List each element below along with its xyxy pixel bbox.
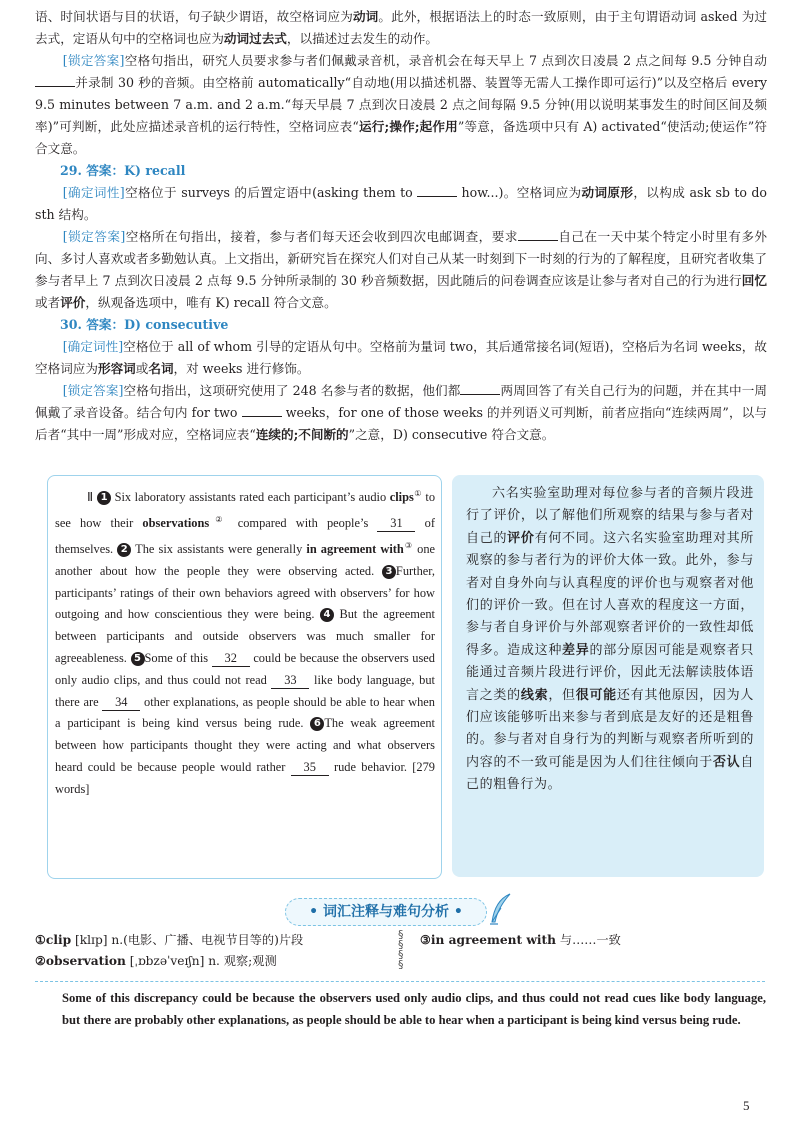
passage-text: Ⅱ 1 Six laboratory assistants rated each participant’s audio clips① to see how their observations② compared with people’s 31 of themselves. 2 The six assistants were generally in agreement with③ one another about how the people they were observing acted. 3 Further, participants’ ratings of their own behaviors agreed with observers’ for how outgoing and how conscientious they were being. 4 But the agreement between participants and outside observers was much smaller for agreeableness. 5 Some of this 32 could be because the observers used only audio clips, and thus could not read 33 like body language, but there are 34 other explanations, as people should be able to hear when a participant is being kind versus being rude. 6 The weak agreement between how participants thought they were acting and what observers heard could be because people would rather 35 rude behavior. [279 words] (55, 489, 436, 796)
page-number: 5 (743, 1098, 750, 1113)
difficult-sentence: Some of this discrepancy could be because the observers used only audio clips, and thus could not read cues like body language, but there are probably other explanations, as people should be able to hear when a participant is being kind versus being rude. (62, 991, 766, 1027)
blank-line (518, 228, 558, 241)
answer-29-heading: 29. 答案：K) recall (60, 163, 186, 178)
blank-32: 32 (212, 650, 250, 667)
lock-answer-paragraph-29: [锁定答案]空格所在句指出，接着，参与者们每天还会收到四次电邮调查，要求 自己在一天中某个特定小时里有多外向、多讨人喜欢或者多勤勉认真。上文指出，新研究旨在探究人们对自己从某一时刻到下一时刻的行为的了解程度，且研究者收集了参与者早上 7 点到次日凌晨 2 点每 9.5 分钟所录制的 30 秒音频数据，因此随后的问卷调查应该是让参与者对自己的行为进行回忆或者评价，纵观备选项中，唯有 K) recall 符合文意。 (35, 229, 768, 310)
blank-line (460, 382, 500, 395)
section-numeral: Ⅱ (87, 490, 94, 505)
blank-33: 33 (271, 672, 309, 689)
vocab-section-banner: • 词汇注释与难句分析 • (285, 898, 487, 926)
vocab-entry-clip: ①clip [klɪp] n.(电影、广播、电视节目等的)片段 (35, 933, 304, 947)
sentence-marker: 3 (382, 565, 396, 579)
pos-tag: [确定词性] (62, 339, 124, 354)
explanation-paragraph-1: 语、时间状语与目的状语，句子缺少谓语，故空格词应为动词。此外，根据语法上的时态一致原则，由于主句谓语动词 asked 为过去式，定语从句中的空格词也应为动词过去式，以描述过去发生的动作。 (35, 9, 768, 46)
sentence-marker: 6 (310, 717, 324, 731)
sentence-marker: 5 (131, 652, 145, 666)
answer-30-heading: 30. 答案：D) consecutive (60, 317, 229, 332)
lock-answer-tag: [锁定答案] (62, 53, 125, 68)
pos-tag: [确定词性] (62, 185, 125, 200)
blank-35: 35 (291, 759, 329, 776)
lock-answer-paragraph-30: [锁定答案]空格句指出，这项研究使用了 248 名参与者的数据，他们都 两周回答了有关自己行为的问题，并在其中一周佩戴了录音设备。结合句内 for two weeks，for one of those weeks 的并列语义可判断，前者应指向“连续两周”，以与后者“其中一周”形成对应，空格词应表“连续的;不间断的”之意，D) consecutive 符合文意。 (35, 383, 768, 442)
lock-answer-paragraph-28: [锁定答案]空格句指出，研究人员要求参与者们佩戴录音机，录音机会在每天早上 7 点到次日凌晨 2 点之间每 9.5 分钟自动并录制 30 秒的音频。由空格前 automatically“自动地(用以描述机器、装置等无需人工操作即可运行)”以及空格后 every 9.5 minutes between 7 a.m. and 2 a.m.“每天早晨 7 点到次日凌晨 2 点之间每隔 9.5 分钟(用以说明某事发生的时间区间及频率)”可判断，此处应描述录音机的运行特性，空格词应表“运行;操作;起作用”等意，备选项中只有 A) activated“使活动;使运作”符合文意。 (35, 53, 767, 156)
spiral-binding-icon: § § § § (398, 928, 404, 971)
sentence-marker: 2 (117, 543, 131, 557)
blank-34: 34 (102, 694, 140, 711)
blank-line (242, 404, 282, 417)
vocab-entry-observation: ②observation [ˌɒbzəˈveɪʃn] n. 观察;观测 (35, 954, 277, 968)
translation-text: 六名实验室助理对每位参与者的音频片段进行了评价，以了解他们所观察的结果与参与者对自己的评价有何不同。这六名实验室助理对其所观察的参与者行为的评价大体一致。此外，参与者对自身外向与认真程度的评价也与观察者对他们的评价一致。但在讨人喜欢的程度这一方面，参与者自身评价与外部观察者评价的一致性却低得多。造成这种差异的部分原因可能是观察者只能通过音频片段进行评价，因此无法解读肢体语言之类的线索，但很可能还有其他原因，因为人们应该能够听出来参与者到底是友好的还是粗鲁的。参与者对自身行为的判断与观察者所听到的内容的不一致可能是因为人们往往倾向于否认自己的粗鲁行为。 (466, 486, 755, 793)
blank-line (417, 184, 457, 197)
sentence-marker: 1 (97, 491, 111, 505)
section-divider (35, 981, 765, 982)
blank-31: 31 (377, 515, 415, 532)
pos-paragraph-30: [确定词性]空格位于 all of whom 引导的定语从句中。空格前为量词 two，其后通常接名词(短语)，空格后为名词 weeks，故空格词应为形容词或名词，对 weeks 进行修饰。 (35, 339, 767, 376)
vocab-entry-agreement: ③in agreement with 与……一致 (420, 933, 621, 947)
blank-line (35, 74, 75, 87)
lock-answer-tag: [锁定答案] (62, 229, 126, 244)
lock-answer-tag: [锁定答案] (62, 383, 124, 398)
quill-icon (488, 892, 514, 926)
sentence-marker: 4 (320, 608, 334, 622)
pos-paragraph-29: [确定词性]空格位于 surveys 的后置定语中(asking them to how...)。空格词应为动词原形，以构成 ask sb to do sth 结构。 (35, 185, 768, 222)
